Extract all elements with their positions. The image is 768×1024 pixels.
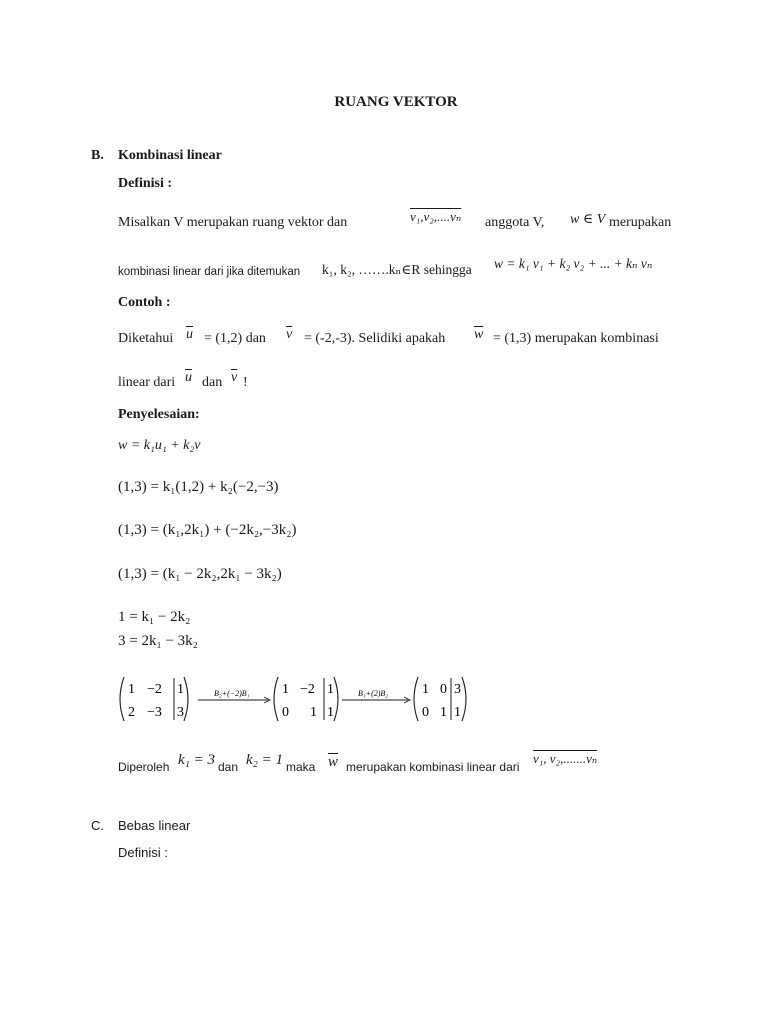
vector-u: $\overline{u}$: [186, 327, 193, 342]
m3-r2-c1: 0: [422, 705, 429, 720]
example2-text-c: !: [243, 375, 248, 390]
system-equation-2: 3 = 2k₁ − 3k₂: [118, 633, 198, 649]
result-text-d: merupakan kombinasi linear dari: [346, 760, 520, 774]
matrix1-right-paren: [184, 677, 188, 721]
example-text-b: = (1,2) dan: [204, 331, 266, 346]
row-reduction: [114, 674, 474, 724]
section-c-definisi-label: Definisi :: [118, 845, 168, 860]
linear-combination-equation: w = k₁ v₁ + k₂ v₂ + ... + kₙ vₙ: [494, 256, 653, 271]
def-k-list: k₁, k₂, …….kₙ∈R sehingga: [322, 262, 472, 277]
m3-r1-c2: 0: [440, 682, 447, 697]
result-text-c: maka: [286, 760, 316, 774]
result-text-b: dan: [218, 760, 239, 774]
example2-text-b: dan: [202, 375, 223, 390]
result-vectors: v₁, v₂,.......vₙ: [533, 751, 598, 766]
result-text-a: Diperoleh: [118, 760, 170, 774]
m1-r1-c1: 1: [128, 682, 135, 697]
vector-v-2: $\overline{v}$: [231, 370, 238, 385]
m1-r2-c1: 2: [128, 705, 135, 720]
vector-v: $\overline{v}$: [286, 327, 293, 342]
m3-r2-c3: 1: [454, 705, 461, 720]
result-k2: k₂ = 1: [246, 752, 283, 768]
matrix3-left-paren: [414, 677, 418, 721]
m1-r2-c2: −3: [147, 705, 162, 720]
example-text-a: Diketahui: [118, 331, 174, 346]
def-line2-text-a: kombinasi linear dari jika ditemukan: [118, 266, 301, 278]
section-b-heading: Kombinasi linear: [118, 148, 222, 163]
section-b-label: B.: [91, 148, 104, 163]
row-op-2-label: B₁+(2)B₂: [358, 689, 389, 698]
vector-u-2: $\overline{u}$: [185, 370, 192, 385]
section-c-label: C.: [91, 818, 104, 833]
m2-r1-c3: 1: [327, 682, 334, 697]
section-c-heading: Bebas linear: [118, 818, 191, 833]
step-equation-3: (1,3) = (k₁,2k₁) + (−2k₂,−3k₂): [118, 522, 297, 538]
def-vectors-v1-vn: v₁,v₂,....vₙ: [410, 209, 462, 224]
m2-r2-c3: 1: [327, 705, 334, 720]
m2-r2-c1: 0: [282, 705, 289, 720]
step-equation-2: (1,3) = k₁(1,2) + k₂(−2,−3): [118, 479, 279, 495]
m3-r1-c1: 1: [422, 682, 429, 697]
m1-r1-c3: 1: [177, 682, 184, 697]
matrix2-right-paren: [334, 677, 338, 721]
augmented-matrix-1: [120, 677, 188, 721]
m2-r1-c1: 1: [282, 682, 289, 697]
augmented-matrix-3: [414, 677, 466, 721]
m3-r2-c2: 1: [440, 705, 447, 720]
system-equation-1: 1 = k₁ − 2k₂: [118, 609, 191, 625]
m3-r1-c3: 3: [454, 682, 461, 697]
contoh-label: Contoh :: [118, 295, 171, 310]
m1-r2-c3: 3: [177, 705, 184, 720]
m2-r1-c2: −2: [300, 682, 315, 697]
row-op-1-label: B₂+(−2)B₁: [214, 689, 250, 698]
step-equation-1: w = k₁u₁ + k₂v: [118, 438, 201, 453]
penyelesaian-label: Penyelesaian:: [118, 407, 200, 422]
example-text-d: = (1,3) merupakan kombinasi: [493, 331, 659, 346]
example2-text-a: linear dari: [118, 375, 176, 390]
result-k1: k₁ = 3: [178, 752, 215, 768]
w-in-V-expression: w ∈ V: [570, 212, 606, 227]
m2-r2-c2: 1: [310, 705, 317, 720]
augmented-matrix-2: [274, 677, 338, 721]
matrix1-left-paren: [120, 677, 124, 721]
page-title: RUANG VEKTOR: [334, 94, 458, 110]
def-line1-text-c: merupakan: [609, 215, 672, 230]
result-vector-w: $\overline{w}$: [328, 754, 339, 770]
example-text-c: = (-2,-3). Selidiki apakah: [304, 331, 446, 346]
def-line1-text-b: anggota V,: [485, 215, 545, 230]
vector-w: $\overline{w}$: [474, 327, 484, 342]
step-equation-4: (1,3) = (k₁ − 2k₂,2k₁ − 3k₂): [118, 566, 282, 582]
definisi-label: Definisi :: [118, 176, 173, 191]
matrix2-left-paren: [274, 677, 278, 721]
matrix3-right-paren: [462, 677, 466, 721]
m1-r1-c2: −2: [147, 682, 162, 697]
def-line1-text-a: Misalkan V merupakan ruang vektor dan: [118, 215, 348, 230]
